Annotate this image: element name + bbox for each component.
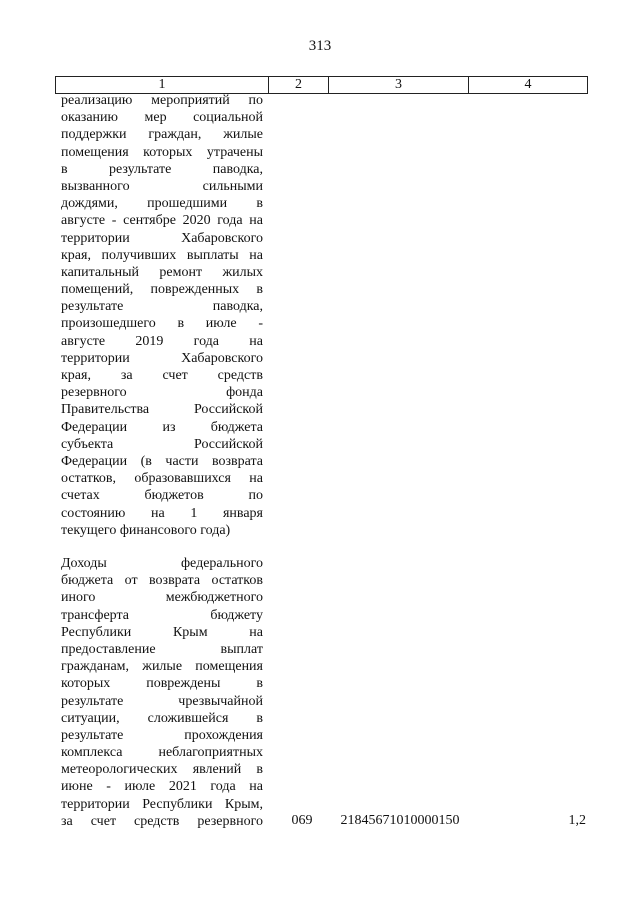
text-line: августе 2019 года на bbox=[61, 333, 263, 349]
text-line: в результате паводка, bbox=[61, 161, 263, 177]
text-line: поддержки граждан, жилые bbox=[61, 127, 263, 143]
text-line: края, получивших выплаты на bbox=[61, 247, 263, 263]
text-line: остатков, образовавшихся на bbox=[61, 471, 263, 487]
text-line: резервного фонда bbox=[61, 385, 263, 401]
text-line: субъекта Российской bbox=[61, 436, 263, 452]
text-line: помещений, поврежденных в bbox=[61, 282, 263, 298]
text-line: метеорологических явлений в bbox=[61, 762, 263, 778]
text-line: трансферта бюджету bbox=[61, 607, 263, 623]
text-line: комплекса неблагоприятных bbox=[61, 745, 263, 761]
row-description-1 bbox=[61, 92, 263, 539]
text-line: оказанию мер социальной bbox=[61, 110, 263, 126]
text-line: реализацию мероприятий по bbox=[61, 93, 263, 108]
text-line: гражданам, жилые помещения bbox=[61, 659, 263, 675]
text-line: произошедшего в июле - bbox=[61, 316, 263, 332]
text-line: результате паводка, bbox=[61, 299, 263, 315]
text-line: бюджета от возврата остатков bbox=[61, 573, 263, 589]
amount-cell: 1,2 bbox=[568, 813, 586, 828]
text-line: августе - сентябре 2020 года на bbox=[61, 213, 263, 229]
column-header-3: 3 bbox=[329, 77, 469, 93]
text-line: результате чрезвычайной bbox=[61, 693, 263, 709]
text-line: Республики Крым на bbox=[61, 624, 263, 640]
text-line: территории Республики Крым, bbox=[61, 796, 263, 812]
text-line: Федерации из бюджета bbox=[61, 419, 263, 435]
text-line: июне - июле 2021 года на bbox=[61, 779, 263, 795]
text-line: иного межбюджетного bbox=[61, 590, 263, 606]
text-line: которых повреждены в bbox=[61, 676, 263, 692]
column-header-1: 1 bbox=[56, 77, 269, 93]
text-line: территории Хабаровского bbox=[61, 350, 263, 366]
text-line: ситуации, сложившейся в bbox=[61, 710, 263, 726]
text-line: Правительства Российской bbox=[61, 402, 263, 418]
admin-code-cell: 069 bbox=[291, 813, 313, 828]
text-line: вызванного сильными bbox=[61, 178, 263, 194]
row-description-2 bbox=[61, 555, 263, 830]
text-line: края, за счет средств bbox=[61, 368, 263, 383]
text-line: счетах бюджетов по bbox=[61, 488, 263, 504]
text-line: результате прохождения bbox=[61, 727, 263, 743]
text-line: помещения которых утрачены bbox=[61, 144, 263, 160]
text-line: за счет средств резервного bbox=[61, 813, 263, 829]
column-header-2: 2 bbox=[269, 77, 329, 93]
column-header-4: 4 bbox=[524, 77, 532, 92]
text-line: предоставление выплат bbox=[61, 641, 263, 657]
budget-code-cell: 21845671010000150 bbox=[340, 813, 460, 828]
text-line: текущего финансового года) bbox=[61, 522, 231, 538]
text-line: состоянию на 1 января bbox=[61, 505, 263, 521]
text-line: дождями, прошедшими в bbox=[61, 196, 263, 212]
text-line: Доходы федерального bbox=[61, 556, 263, 571]
text-line: территории Хабаровского bbox=[61, 230, 263, 246]
text-line: Федерации (в части возврата bbox=[61, 453, 263, 469]
text-line: капитальный ремонт жилых bbox=[61, 264, 263, 280]
page-number: 313 bbox=[308, 38, 332, 54]
